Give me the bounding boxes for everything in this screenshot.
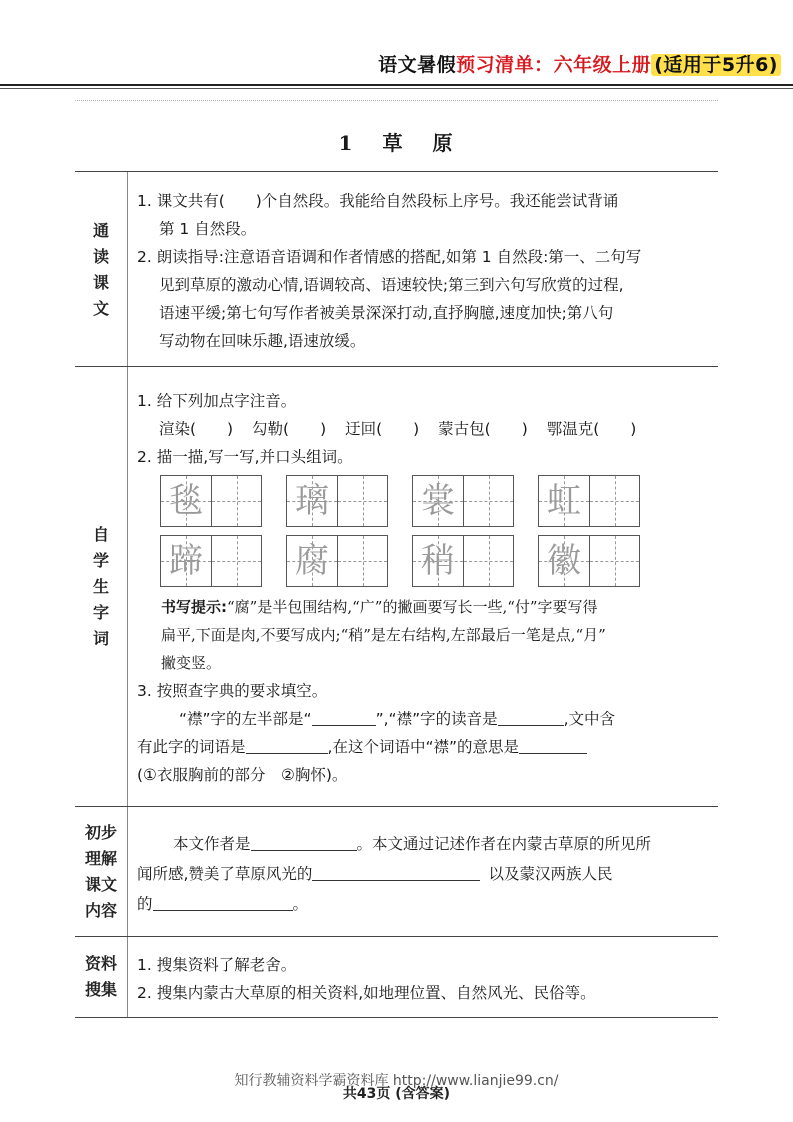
char-grid[interactable] <box>160 535 262 587</box>
header-title-part2: 预习清单：六年级上册 <box>456 54 652 76</box>
section-read-body <box>137 187 710 355</box>
text-line: 1. 搜集资料了解老舍。 <box>137 956 297 974</box>
section-content <box>75 806 718 937</box>
text-line: 见到草原的激动心情,语调较高、语速较快;第三到六句写欣赏的过程, <box>159 276 624 294</box>
page-header <box>0 46 793 86</box>
pinyin-item: 蒙古包( ) <box>438 420 528 438</box>
char-grid[interactable] <box>538 535 640 587</box>
content-text: 本文作者是 <box>173 835 251 853</box>
label-word: 搜集 <box>84 980 117 999</box>
question-3-line2 <box>137 733 710 761</box>
q3-text: 有此字的词语是 <box>137 738 246 756</box>
label-char: 通 <box>92 220 109 240</box>
pinyin-items <box>137 415 710 443</box>
lesson-number: 1 <box>338 131 355 155</box>
watermark: 知行教辅资料学霸资料库 http://www.lianjie99.cn/ <box>234 1073 559 1089</box>
text-line: 写动物在回味乐趣,语速放缓。 <box>159 332 366 350</box>
label-char: 读 <box>92 246 109 266</box>
label-word: 内容 <box>84 901 117 920</box>
q3-text: ,在这个词语中“襟”的意思是 <box>327 738 520 756</box>
tip-line: “腐”是半包围结构,“广”的撇画要写长一些,“付”字要写得 <box>227 598 598 616</box>
label-char: 自 <box>92 525 109 544</box>
pinyin-item: 勾勒( ) <box>252 420 327 438</box>
section-read <box>75 171 718 367</box>
header-title <box>378 50 781 77</box>
text-line: 2. 朗读指导:注意语音语调和作者情感的搭配,如第 1 自然段:第一、二句写 <box>137 248 642 266</box>
trace-char: 裳 <box>421 481 455 521</box>
text-line: 语速平缓;第七句写作者被美景深深打动,直抒胸臆,速度加快;第八句 <box>159 304 614 322</box>
trace-char: 虹 <box>547 481 581 521</box>
tip-line: 撇变竖。 <box>161 654 222 672</box>
content-text: 闻所感,赞美了草原风光的 <box>137 865 313 883</box>
content-text: 以及蒙汉两族人民 <box>488 865 613 883</box>
trace-char: 徽 <box>547 541 581 581</box>
label-char: 生 <box>92 577 109 596</box>
trace-char: 稍 <box>421 541 455 581</box>
q3-text: ,文中含 <box>563 710 616 728</box>
label-char: 文 <box>92 298 109 318</box>
writing-tip <box>161 593 710 677</box>
text-line: 1. 课文共有( )个自然段。我能给自然段标上序号。我还能尝试背诵 <box>137 192 619 210</box>
header-title-part1: 语文暑假 <box>378 54 457 76</box>
trace-char: 蹄 <box>169 541 203 581</box>
label-word: 理解 <box>84 849 117 868</box>
answer-blank[interactable] <box>312 864 480 881</box>
question-2: 2. 描一描,写一写,并口头组词。 <box>137 448 353 466</box>
text-line: 2. 搜集内蒙古大草原的相关资料,如地理位置、自然风光、民俗等。 <box>137 984 596 1002</box>
label-char: 课 <box>92 272 109 292</box>
lesson-name-char1: 草 <box>382 131 405 155</box>
answer-blank[interactable] <box>246 737 328 754</box>
answer-blank[interactable] <box>312 709 376 726</box>
section-collect <box>75 936 718 1018</box>
section-content-label <box>75 807 128 937</box>
question-1: 1. 给下列加点字注音。 <box>137 392 297 410</box>
question-3: 3. 按照查字典的要求填空。 <box>137 682 328 700</box>
dotted-divider <box>75 100 718 101</box>
section-words <box>75 366 718 807</box>
trace-char: 腐 <box>295 541 329 581</box>
label-char: 词 <box>92 629 109 648</box>
q3-text: “襟”字的左半部是“ <box>179 710 312 728</box>
char-grid[interactable] <box>412 535 514 587</box>
section-words-body <box>137 387 710 471</box>
pinyin-item: 迂回( ) <box>345 420 420 438</box>
question-3-block <box>137 677 710 789</box>
trace-char: 毯 <box>169 481 203 521</box>
header-rule-thin <box>0 88 793 89</box>
char-grid[interactable] <box>286 475 388 527</box>
section-content-body <box>137 829 710 919</box>
page-count: 共43页 (含答案) <box>342 1086 451 1102</box>
tip-line: 扁平,下面是肉,不要写成内;“稍”是左右结构,左部最后一笔是点,“月” <box>161 626 606 644</box>
content-text: 。本文通过记述作者在内蒙古草原的所见所 <box>356 835 652 853</box>
q3-text: ”,“襟”字的读音是 <box>375 710 498 728</box>
content-text: 的 <box>137 895 153 913</box>
pinyin-item: 渲染( ) <box>159 420 234 438</box>
answer-blank[interactable] <box>519 737 587 754</box>
question-3-line1 <box>137 705 710 733</box>
lesson-name-char2: 原 <box>432 131 455 155</box>
text-line: 第 1 自然段。 <box>159 220 257 238</box>
section-words-label <box>75 367 128 807</box>
char-grid[interactable] <box>538 475 640 527</box>
pinyin-item: 鄂温克( ) <box>546 420 637 438</box>
header-title-part3: (适用于5升6) <box>651 54 781 76</box>
q3-options: (①衣服胸前的部分 ②胸怀)。 <box>137 766 348 784</box>
content-text: 。 <box>292 895 309 913</box>
section-collect-body <box>137 951 710 1007</box>
label-word: 课文 <box>84 875 117 894</box>
char-grid[interactable] <box>160 475 262 527</box>
answer-blank[interactable] <box>251 834 357 851</box>
lesson-title <box>0 127 793 156</box>
tip-label: 书写提示: <box>161 598 227 616</box>
char-grid[interactable] <box>412 475 514 527</box>
answer-blank[interactable] <box>153 894 293 911</box>
label-char: 字 <box>92 603 109 622</box>
trace-char: 璃 <box>295 481 329 521</box>
label-word: 资料 <box>84 954 117 973</box>
answer-blank[interactable] <box>498 709 564 726</box>
section-collect-label <box>75 937 128 1017</box>
section-read-label <box>75 172 128 367</box>
label-char: 学 <box>92 551 109 570</box>
char-grid[interactable] <box>286 535 388 587</box>
header-rule-thick <box>0 84 793 86</box>
label-word: 初步 <box>84 823 117 842</box>
